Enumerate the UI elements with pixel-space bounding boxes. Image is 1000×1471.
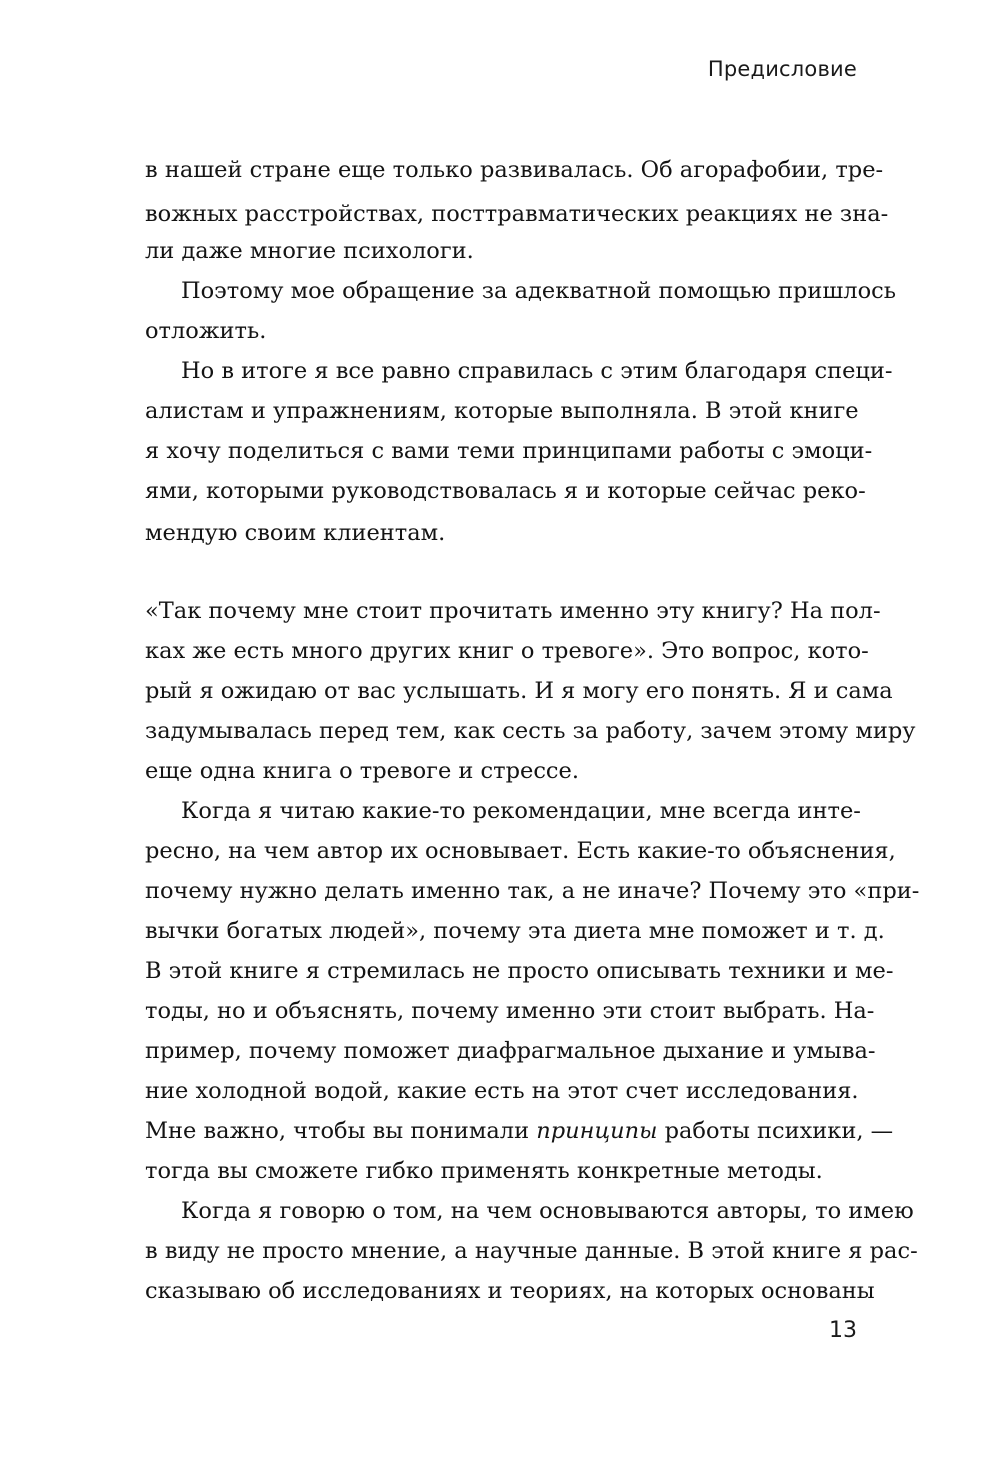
text-line: тогда вы сможете гибко применять конкретные методы.: [145, 1158, 823, 1184]
text-line: Когда я говорю о том, на чем основываются авторы, то имею: [181, 1198, 914, 1224]
text-line: Поэтому мое обращение за адекватной помощью пришлось: [181, 278, 896, 304]
text-line: ресно, на чем автор их основывает. Есть какие-то объяснения,: [145, 838, 896, 864]
text-line: алистам и упражнениям, которые выполняла. В этой книге: [145, 398, 859, 424]
running-head: Предисловие: [707, 57, 857, 81]
text-line: пример, почему поможет диафрагмальное дыхание и умыва-: [145, 1038, 876, 1064]
body-text: [145, 0, 920, 1471]
text-run: работы психики, —: [657, 1118, 894, 1144]
text-line: задумывалась перед тем, как сесть за работу, зачем этому миру: [145, 718, 916, 744]
text-line: вычки богатых людей», почему эта диета мне поможет и т. д.: [145, 918, 885, 944]
text-line: В этой книге я стремилась не просто описывать техники и ме-: [145, 958, 894, 984]
text-line: сказываю об исследованиях и теориях, на которых основаны: [145, 1278, 875, 1304]
text-line: я хочу поделиться с вами теми принципами работы с эмоци-: [145, 438, 873, 464]
text-line: вожных расстройствах, посттравматических реакциях не зна-: [145, 201, 889, 227]
emphasis-word: принципы: [536, 1118, 658, 1144]
text-line: еще одна книга о тревоге и стрессе.: [145, 758, 579, 784]
text-line: Когда я читаю какие-то рекомендации, мне всегда инте-: [181, 798, 861, 824]
text-line: ли даже многие психологи.: [145, 238, 474, 264]
text-line: в нашей стране еще только развивалась. Об агорафобии, тре-: [145, 157, 884, 183]
text-line: рый я ожидаю от вас услышать. И я могу его понять. Я и сама: [145, 678, 893, 704]
text-line: ках же есть много других книг о тревоге». Это вопрос, кото-: [145, 638, 869, 664]
text-line: Но в итоге я все равно справилась с этим благодаря специ-: [181, 358, 893, 384]
text-line: почему нужно делать именно так, а не иначе? Почему это «при-: [145, 878, 920, 904]
text-line: мендую своим клиентам.: [145, 520, 446, 546]
text-line: отложить.: [145, 318, 267, 344]
page-number: 13: [829, 1318, 857, 1343]
text-run: Мне важно, чтобы вы понимали: [145, 1118, 537, 1144]
text-line: ние холодной водой, какие есть на этот счет исследования.: [145, 1078, 859, 1104]
text-line: «Так почему мне стоит прочитать именно эту книгу? На пол-: [145, 598, 881, 624]
text-line: ями, которыми руководствовалась я и которые сейчас реко-: [145, 478, 866, 504]
text-line: тоды, но и объяснять, почему именно эти стоит выбрать. На-: [145, 998, 875, 1024]
text-line-with-emphasis: [145, 1110, 894, 1152]
text-line: в виду не просто мнение, а научные данные. В этой книге я рас-: [145, 1238, 918, 1264]
